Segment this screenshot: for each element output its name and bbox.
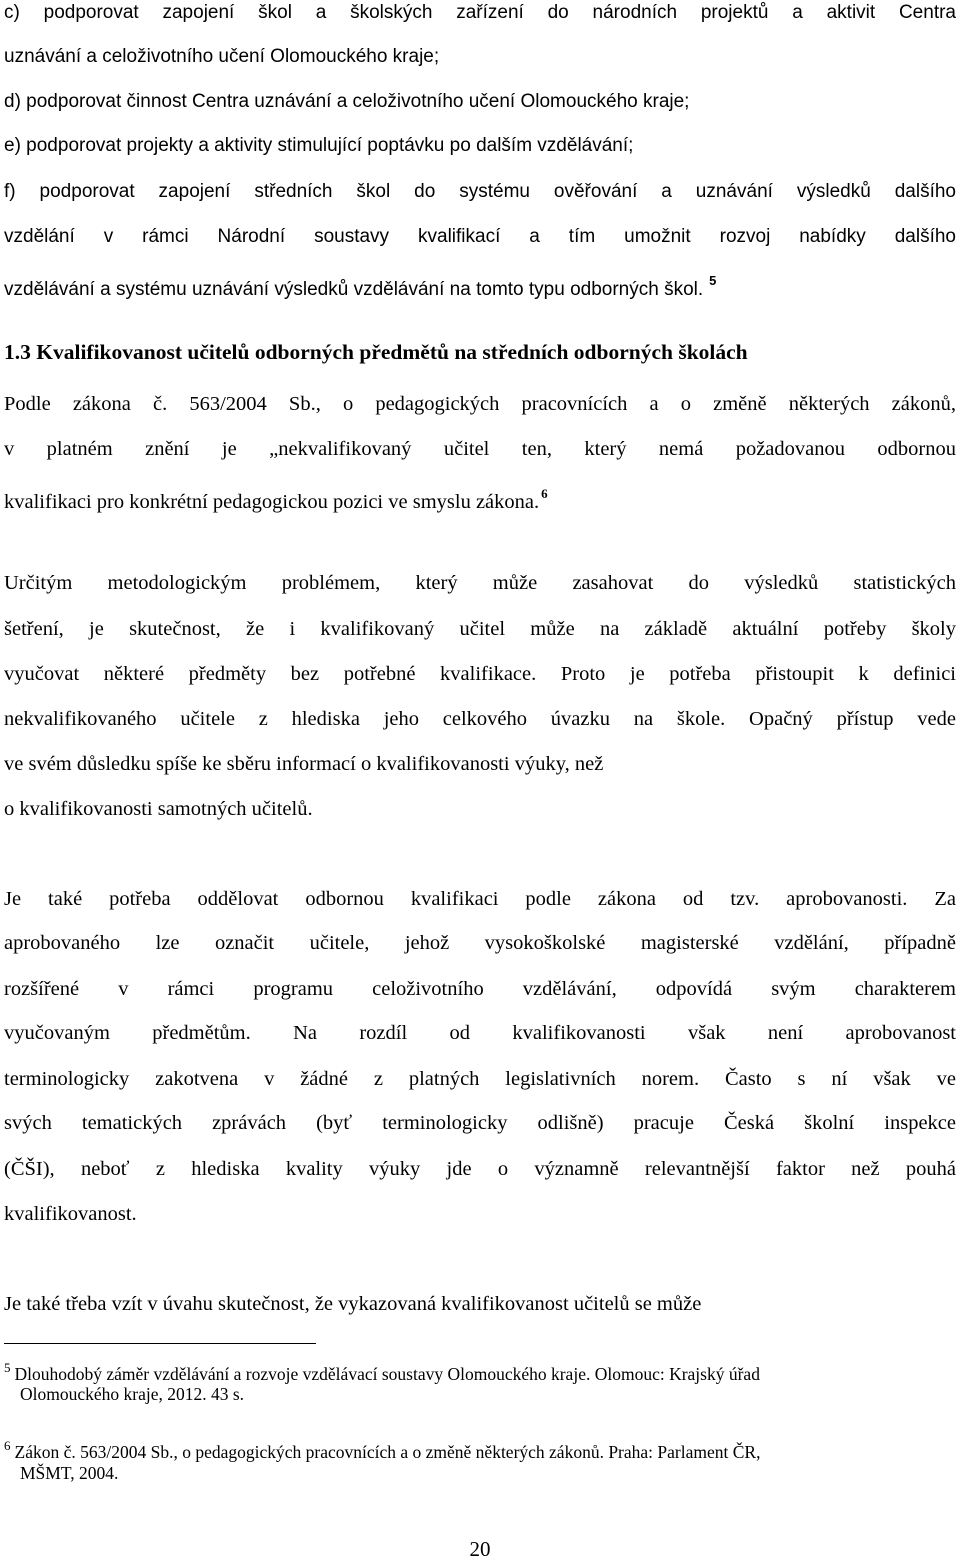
page-number: 20 xyxy=(469,1537,491,1561)
paragraph-3-line8: kvalifikovanost. xyxy=(4,1203,137,1225)
paragraph-2-line3: vyučovat některé předměty bez potřebné kvalifikace. Proto je potřeba přistoupit k definici xyxy=(4,663,956,685)
footnote-ref-6[interactable]: 6 xyxy=(541,486,548,501)
section-heading: 1.3 Kvalifikovanost učitelů odborných předmětů na středních odborných školách xyxy=(4,340,748,364)
list-item-d: d) podporovat činnost Centra uznávání a celoživotního učení Olomouckého kraje; xyxy=(4,91,690,112)
footnote-6-line2: MŠMT, 2004. xyxy=(20,1463,119,1483)
paragraph-1-line2: v platném znění je „nekvalifikovaný učitel ten, který nemá požadovanou odbornou xyxy=(4,438,956,460)
paragraph-1-line3 xyxy=(4,482,956,514)
footnote-ref-5[interactable]: 5 xyxy=(709,273,717,288)
paragraph-2-line5: ve svém důsledku spíše ke sběru informací o kvalifikovanosti výuky, než xyxy=(4,753,604,775)
footnote-5-number: 5 xyxy=(4,1360,11,1375)
list-item-c-line2: uznávání a celoživotního učení Olomouckého kraje; xyxy=(4,46,440,67)
paragraph-3-line5: terminologicky zakotvena v žádné z platných legislativních norem. Často s ní však ve xyxy=(4,1068,956,1090)
paragraph-3-line3: rozšířené v rámci programu celoživotního vzdělávání, odpovídá svým charakterem xyxy=(4,978,956,1000)
paragraph-3-line6: svých tematických zprávách (byť terminologicky odlišně) pracuje Česká školní inspekce xyxy=(4,1112,956,1134)
list-item-f-line1: f) podporovat zapojení středních škol do systému ověřování a uznávání výsledků dalšího xyxy=(4,181,956,202)
list-item-f-line3-text: vzdělávání a systému uznávání výsledků vzdělávání na tomto typu odborných škol. xyxy=(4,279,704,300)
paragraph-3-line1: Je také potřeba oddělovat odbornou kvalifikaci podle zákona od tzv. aprobovanosti. Za xyxy=(4,888,956,910)
paragraph-1-line3-text: kvalifikaci pro konkrétní pedagogickou pozici ve smyslu zákona. xyxy=(4,491,540,513)
list-item-f-line2: vzdělání v rámci Národní soustavy kvalifikací a tím umožnit rozvoj nabídky dalšího xyxy=(4,226,956,247)
footnote-separator xyxy=(4,1343,316,1344)
footnote-5-line2: Olomouckého kraje, 2012. 43 s. xyxy=(20,1384,245,1404)
list-item-f-line3 xyxy=(4,269,956,302)
paragraph-3-line7: (ČŠI), neboť z hlediska kvality výuky jde o významně relevantnější faktor než pouhá xyxy=(4,1158,956,1180)
footnote-6-text: Zákon č. 563/2004 Sb., o pedagogických pracovnících a o změně některých zákonů. Praha: Parlament ČR, xyxy=(14,1442,761,1462)
paragraph-3-line2: aprobovaného lze označit učitele, jehož vysokoškolské magisterské vzdělání, případně xyxy=(4,932,956,954)
paragraph-2-line1: Určitým metodologickým problémem, který může zasahovat do výsledků statistických xyxy=(4,572,956,594)
paragraph-2-line2: šetření, je skutečnost, že i kvalifikovaný učitel může na základě aktuální potřeby školy xyxy=(4,618,956,640)
list-item-e: e) podporovat projekty a aktivity stimulující poptávku po dalším vzdělávání; xyxy=(4,135,634,156)
paragraph-2-line6: o kvalifikovanosti samotných učitelů. xyxy=(4,798,313,820)
footnote-5-text: Dlouhodobý záměr vzdělávání a rozvoje vzdělávací soustavy Olomouckého kraje. Olomouc: Krajský úřad xyxy=(14,1364,760,1384)
paragraph-3-line4: vyučovaným předmětům. Na rozdíl od kvalifikovanosti však není aprobovanost xyxy=(4,1022,956,1044)
paragraph-4-line1: Je také třeba vzít v úvahu skutečnost, že vykazovaná kvalifikovanost učitelů se může xyxy=(4,1293,702,1315)
paragraph-1-line1: Podle zákona č. 563/2004 Sb., o pedagogických pracovnících a o změně některých zákonů, xyxy=(4,393,956,415)
footnote-6-number: 6 xyxy=(4,1438,11,1453)
list-item-c-line1: c) podporovat zapojení škol a školských zařízení do národních projektů a aktivit Centra xyxy=(4,2,956,23)
footnote-6-line1 xyxy=(4,1434,956,1464)
paragraph-2-line4: nekvalifikovaného učitele z hlediska jeho celkového úvazku na škole. Opačný přístup vede xyxy=(4,708,956,730)
